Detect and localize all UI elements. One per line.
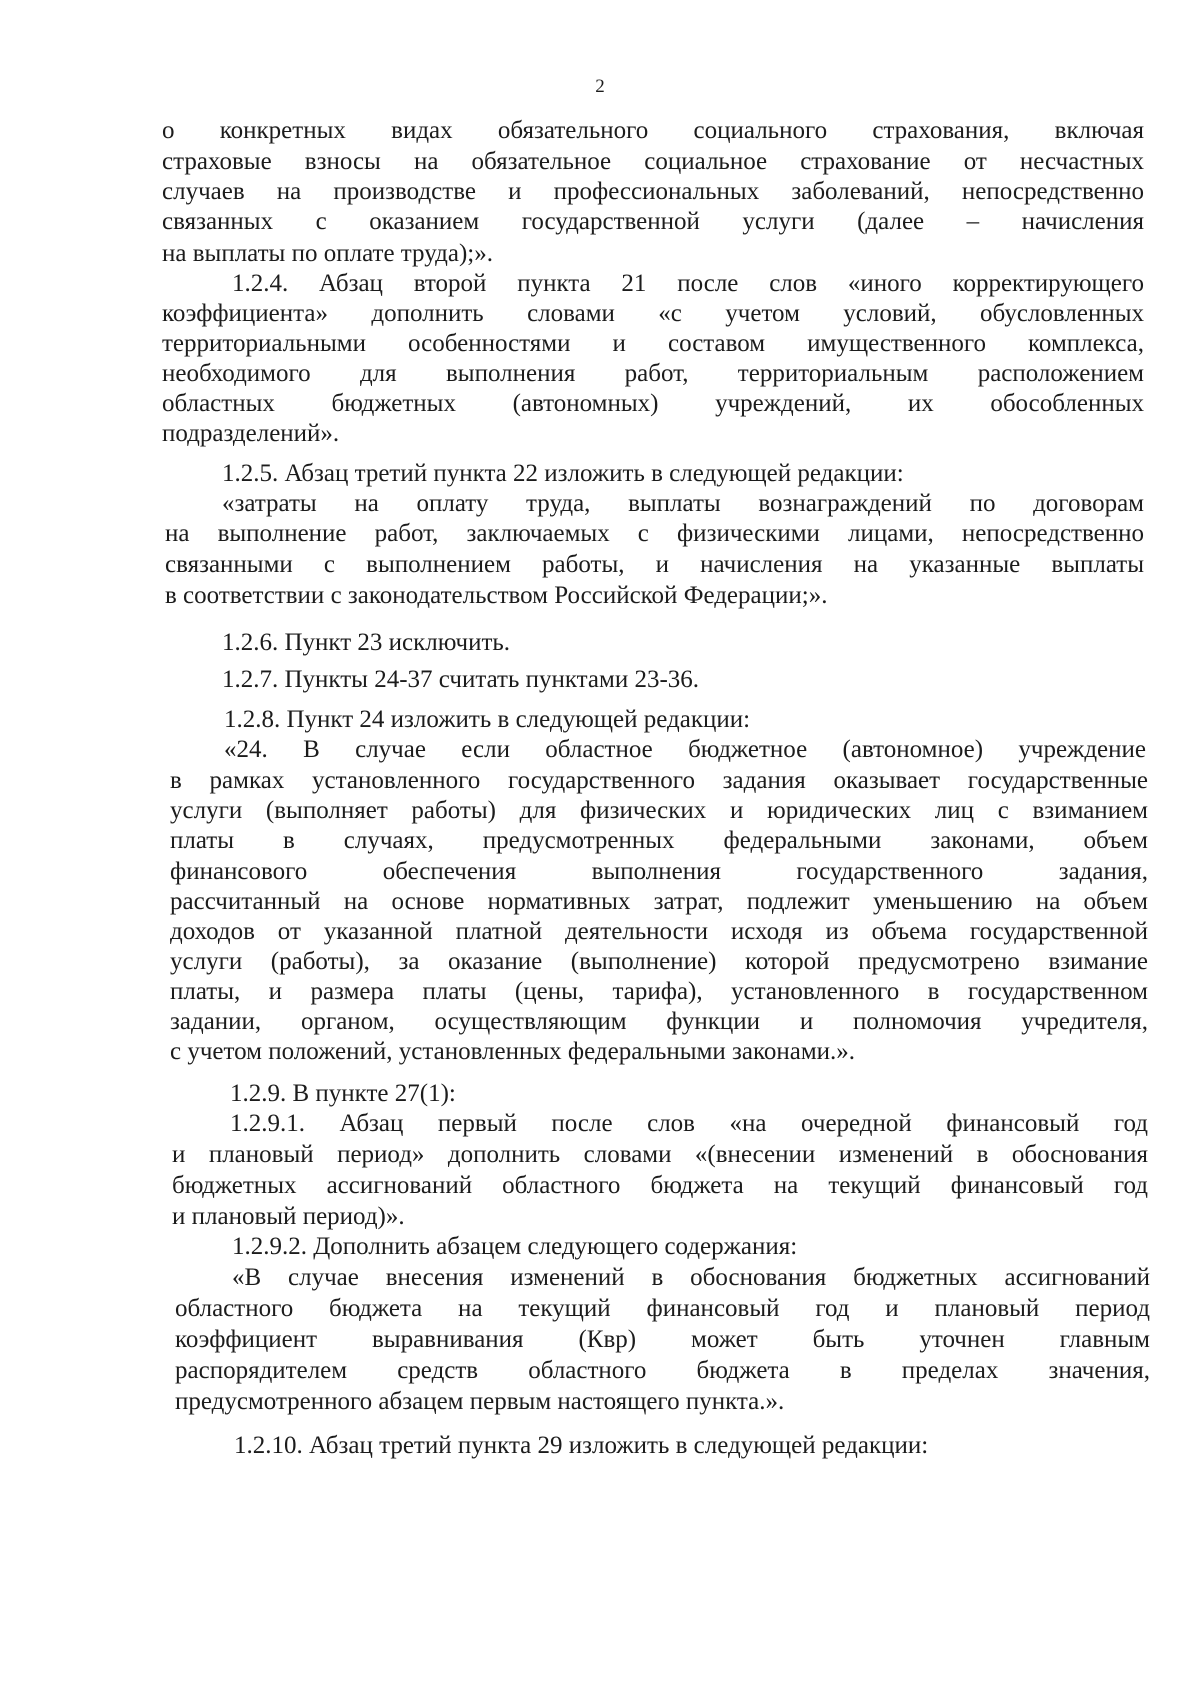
text-line: «В случае внесения изменений в обоснования бюджетных ассигнований [232,1264,1150,1291]
text-line: на выполнение работ, заключаемых с физическими лицами, непосредственно [165,520,1144,547]
text-line: 1.2.10. Абзац третий пункта 29 изложить в следующей редакции: [234,1432,929,1459]
text-line: доходов от указанной платной деятельности исходя из объема государственной [170,918,1148,945]
text-line: рассчитанный на основе нормативных затрат, подлежит уменьшению на объем [170,888,1148,915]
text-line: распорядителем средств областного бюджета в пределах значения, [175,1357,1150,1384]
text-line: связанных с оказанием государственной услуги (далее – начисления [162,208,1144,235]
text-line: задании, органом, осуществляющим функции и полномочия учредителя, [170,1008,1148,1035]
text-line: областных бюджетных (автономных) учреждений, их обособленных [162,390,1144,417]
text-line: с учетом положений, установленных федеральными законами.». [170,1038,856,1065]
text-line: 1.2.9.2. Дополнить абзацем следующего содержания: [232,1233,798,1260]
text-line: случаев на производстве и профессиональных заболеваний, непосредственно [162,178,1144,205]
text-line: коэффициента» дополнить словами «с учетом условий, обусловленных [162,300,1144,327]
text-line: 1.2.7. Пункты 24-37 считать пунктами 23-36. [222,666,700,693]
text-line: областного бюджета на текущий финансовый год и плановый период [175,1295,1150,1322]
text-line: «затраты на оплату труда, выплаты вознаграждений по договорам [222,490,1144,517]
text-line: услуги (работы), за оказание (выполнение) которой предусмотрено взимание [170,948,1148,975]
text-line: 1.2.6. Пункт 23 исключить. [222,629,511,656]
text-line: и плановый период» дополнить словами «(внесении изменений в обоснования [172,1141,1148,1168]
text-line: на выплаты по оплате труда);». [162,240,493,267]
text-line: финансового обеспечения выполнения государственного задания, [170,858,1148,885]
text-line: страховые взносы на обязательное социальное страхование от несчастных [162,148,1144,175]
text-line: услуги (выполняет работы) для физических и юридических лиц с взиманием [170,797,1148,824]
text-line: 1.2.9. В пункте 27(1): [230,1080,456,1107]
text-line: территориальными особенностями и составом имущественного комплекса, [162,330,1144,357]
text-line: подразделений». [162,420,340,447]
text-line: связанными с выполнением работы, и начисления на указанные выплаты [165,551,1144,578]
text-line: бюджетных ассигнований областного бюджета на текущий финансовый год [172,1172,1148,1199]
text-line: в соответствии с законодательством Российской Федерации;». [165,582,828,609]
text-line: 1.2.5. Абзац третий пункта 22 изложить в следующей редакции: [222,460,904,487]
text-line: предусмотренного абзацем первым настоящего пункта.». [175,1388,785,1415]
text-line: платы, и размера платы (цены, тарифа), установленного в государственном [170,978,1148,1005]
text-line: 1.2.4. Абзац второй пункта 21 после слов «иного корректирующего [232,270,1144,297]
page-number: 2 [595,76,605,97]
text-line: коэффициент выравнивания (Квр) может быть уточнен главным [175,1326,1150,1353]
text-line: в рамках установленного государственного задания оказывает государственные [170,767,1148,794]
text-line: «24. В случае если областное бюджетное (автономное) учреждение [224,736,1146,763]
text-line: платы в случаях, предусмотренных федеральными законами, объем [170,827,1148,854]
text-line: о конкретных видах обязательного социального страхования, включая [162,117,1144,144]
text-line: и плановый период)». [172,1203,405,1230]
text-line: необходимого для выполнения работ, территориальным расположением [162,360,1144,387]
text-line: 1.2.8. Пункт 24 изложить в следующей редакции: [224,706,751,733]
text-line: 1.2.9.1. Абзац первый после слов «на очередной финансовый год [230,1110,1148,1137]
